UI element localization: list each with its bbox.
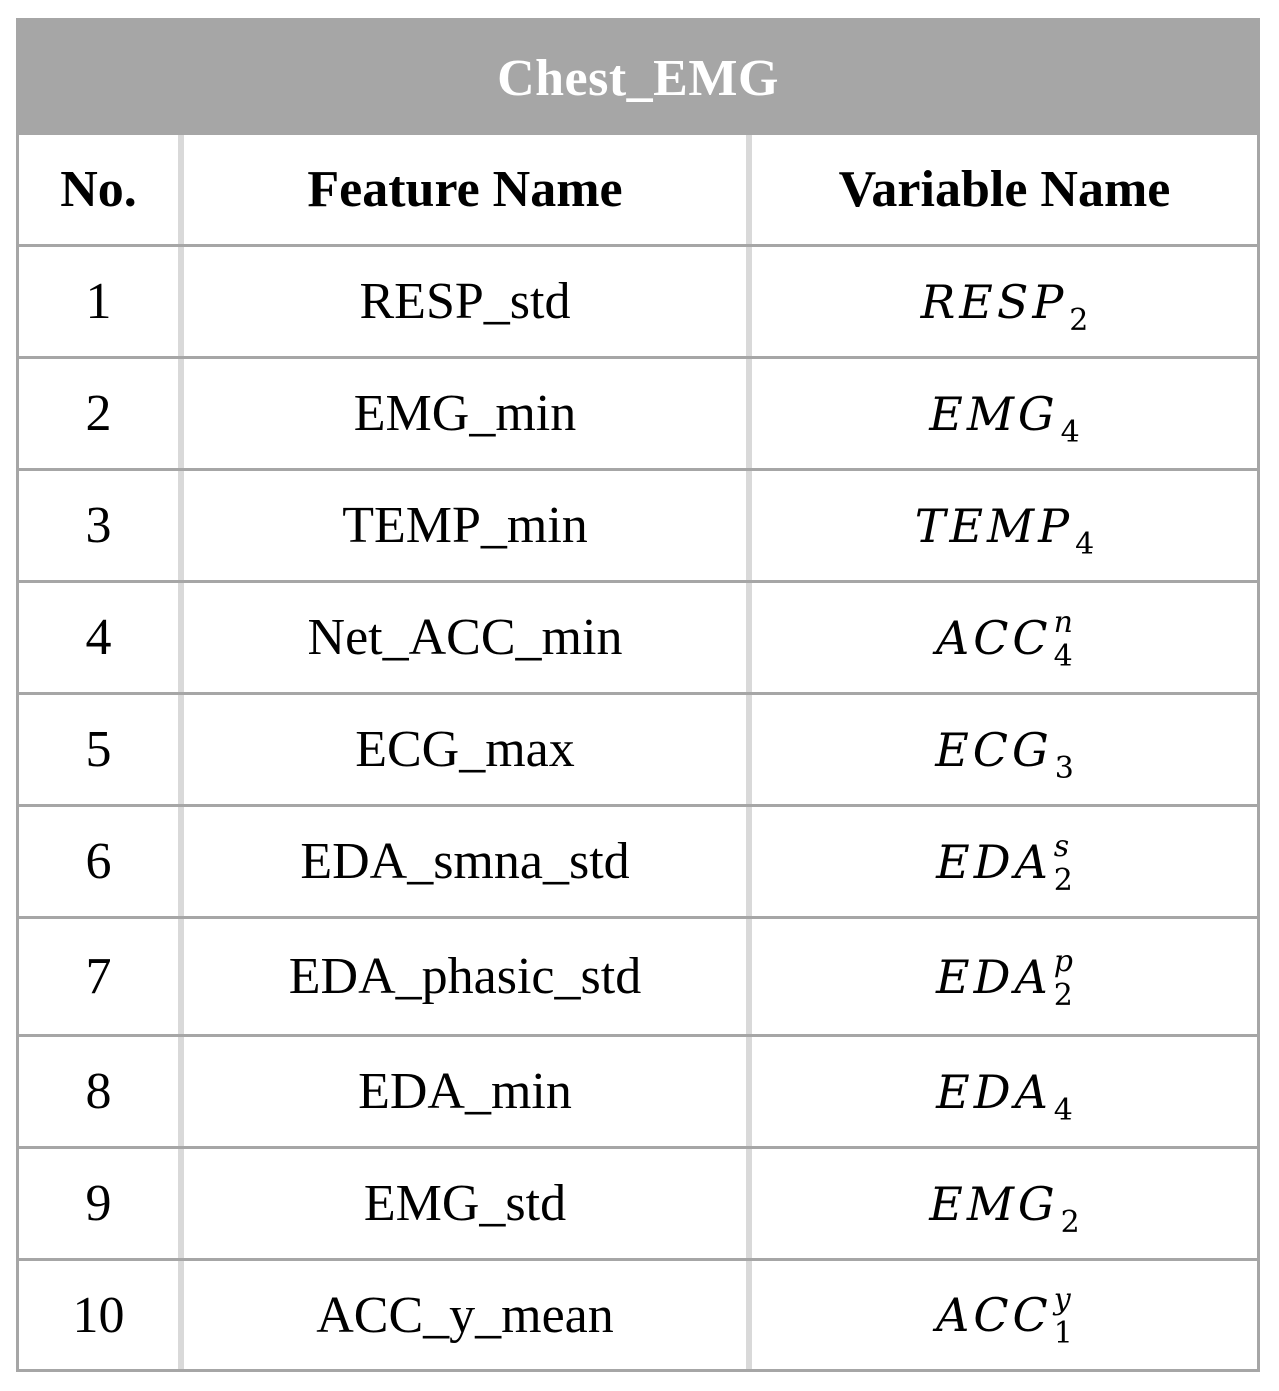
variable-subscript: 4 [1053, 1092, 1073, 1128]
variable-scripts [1069, 294, 1089, 338]
variable-subscript: 4 [1075, 526, 1095, 562]
cell-feature-name: EDA_phasic_std [184, 919, 752, 1034]
variable-base: ACC [936, 1288, 1052, 1342]
variable-subscript: 2 [1069, 302, 1089, 338]
variable-scripts: p 2 [1053, 943, 1073, 1013]
variable-subscript: 4 [1053, 638, 1073, 674]
variable-base: ECG [935, 722, 1053, 777]
cell-feature-name: RESP_std [184, 247, 752, 356]
cell-no: 4 [19, 583, 184, 692]
cell-no: 1 [19, 247, 184, 356]
cell-variable-name [752, 359, 1257, 468]
variable-symbol [929, 1176, 1080, 1240]
variable-symbol [920, 274, 1089, 338]
cell-variable-name [752, 1037, 1257, 1146]
table-title-bar [19, 21, 1257, 135]
cell-variable-name [752, 583, 1257, 692]
table-row [19, 359, 1257, 471]
table-row [19, 583, 1257, 695]
table-row [19, 807, 1257, 919]
variable-symbol [929, 386, 1080, 450]
variable-scripts [1060, 406, 1080, 450]
variable-base: EDA [936, 1064, 1052, 1119]
variable-base: EMG [929, 386, 1059, 441]
cell-feature-name: ACC_y_mean [184, 1261, 752, 1369]
table-row [19, 1261, 1257, 1369]
cell-no: 8 [19, 1037, 184, 1146]
cell-feature-name: EMG_min [184, 359, 752, 468]
header-no: No. [19, 135, 184, 244]
variable-base: RESP [920, 274, 1068, 329]
cell-feature-name: EMG_std [184, 1149, 752, 1258]
cell-variable-name [752, 919, 1257, 1034]
variable-base: EDA [936, 834, 1052, 889]
cell-no: 7 [19, 919, 184, 1034]
variable-base: ACC [936, 610, 1052, 665]
table-row [19, 247, 1257, 359]
variable-subscript: 3 [1054, 750, 1074, 786]
cell-variable-name [752, 695, 1257, 804]
cell-feature-name: Net_ACC_min [184, 583, 752, 692]
variable-subscript: 1 [1053, 1316, 1073, 1351]
cell-variable-name [752, 1261, 1257, 1369]
cell-feature-name: EDA_min [184, 1037, 752, 1146]
table-row [19, 1149, 1257, 1261]
cell-feature-name: ECG_max [184, 695, 752, 804]
table-row [19, 919, 1257, 1037]
variable-base: EDA [936, 949, 1052, 1004]
variable-symbol [936, 1282, 1073, 1351]
cell-no: 5 [19, 695, 184, 804]
variable-scripts [1054, 742, 1074, 786]
table-row [19, 471, 1257, 583]
cell-variable-name [752, 1149, 1257, 1258]
variable-scripts [1060, 1196, 1080, 1240]
variable-base: EMG [929, 1176, 1059, 1231]
table-row [19, 1037, 1257, 1149]
cell-no: 10 [19, 1261, 184, 1369]
table-title: Chest_EMG [497, 49, 779, 107]
variable-scripts: y 1 [1053, 1282, 1073, 1351]
variable-subscript: 4 [1060, 414, 1080, 450]
variable-symbol [936, 604, 1073, 674]
cell-no: 9 [19, 1149, 184, 1258]
feature-table [16, 18, 1260, 1372]
variable-scripts: s 2 [1053, 828, 1073, 898]
variable-scripts: n 4 [1053, 604, 1073, 674]
variable-symbol [914, 498, 1095, 562]
cell-no: 3 [19, 471, 184, 580]
variable-scripts [1053, 1084, 1073, 1128]
variable-symbol [936, 828, 1073, 898]
variable-symbol [936, 943, 1073, 1013]
cell-no: 6 [19, 807, 184, 916]
table-header-row [19, 135, 1257, 247]
cell-variable-name [752, 471, 1257, 580]
variable-subscript: 2 [1053, 977, 1073, 1013]
cell-variable-name [752, 807, 1257, 916]
variable-subscript: 2 [1053, 862, 1073, 898]
variable-symbol [935, 722, 1074, 786]
cell-variable-name [752, 247, 1257, 356]
table-row [19, 695, 1257, 807]
variable-scripts [1075, 518, 1095, 562]
header-feature-name: Feature Name [184, 135, 752, 244]
variable-subscript: 2 [1060, 1204, 1080, 1240]
header-variable-name: Variable Name [838, 161, 1171, 218]
variable-base: TEMP [914, 498, 1074, 553]
cell-no: 2 [19, 359, 184, 468]
cell-feature-name: TEMP_min [184, 471, 752, 580]
variable-symbol [936, 1064, 1073, 1128]
cell-feature-name: EDA_smna_std [184, 807, 752, 916]
